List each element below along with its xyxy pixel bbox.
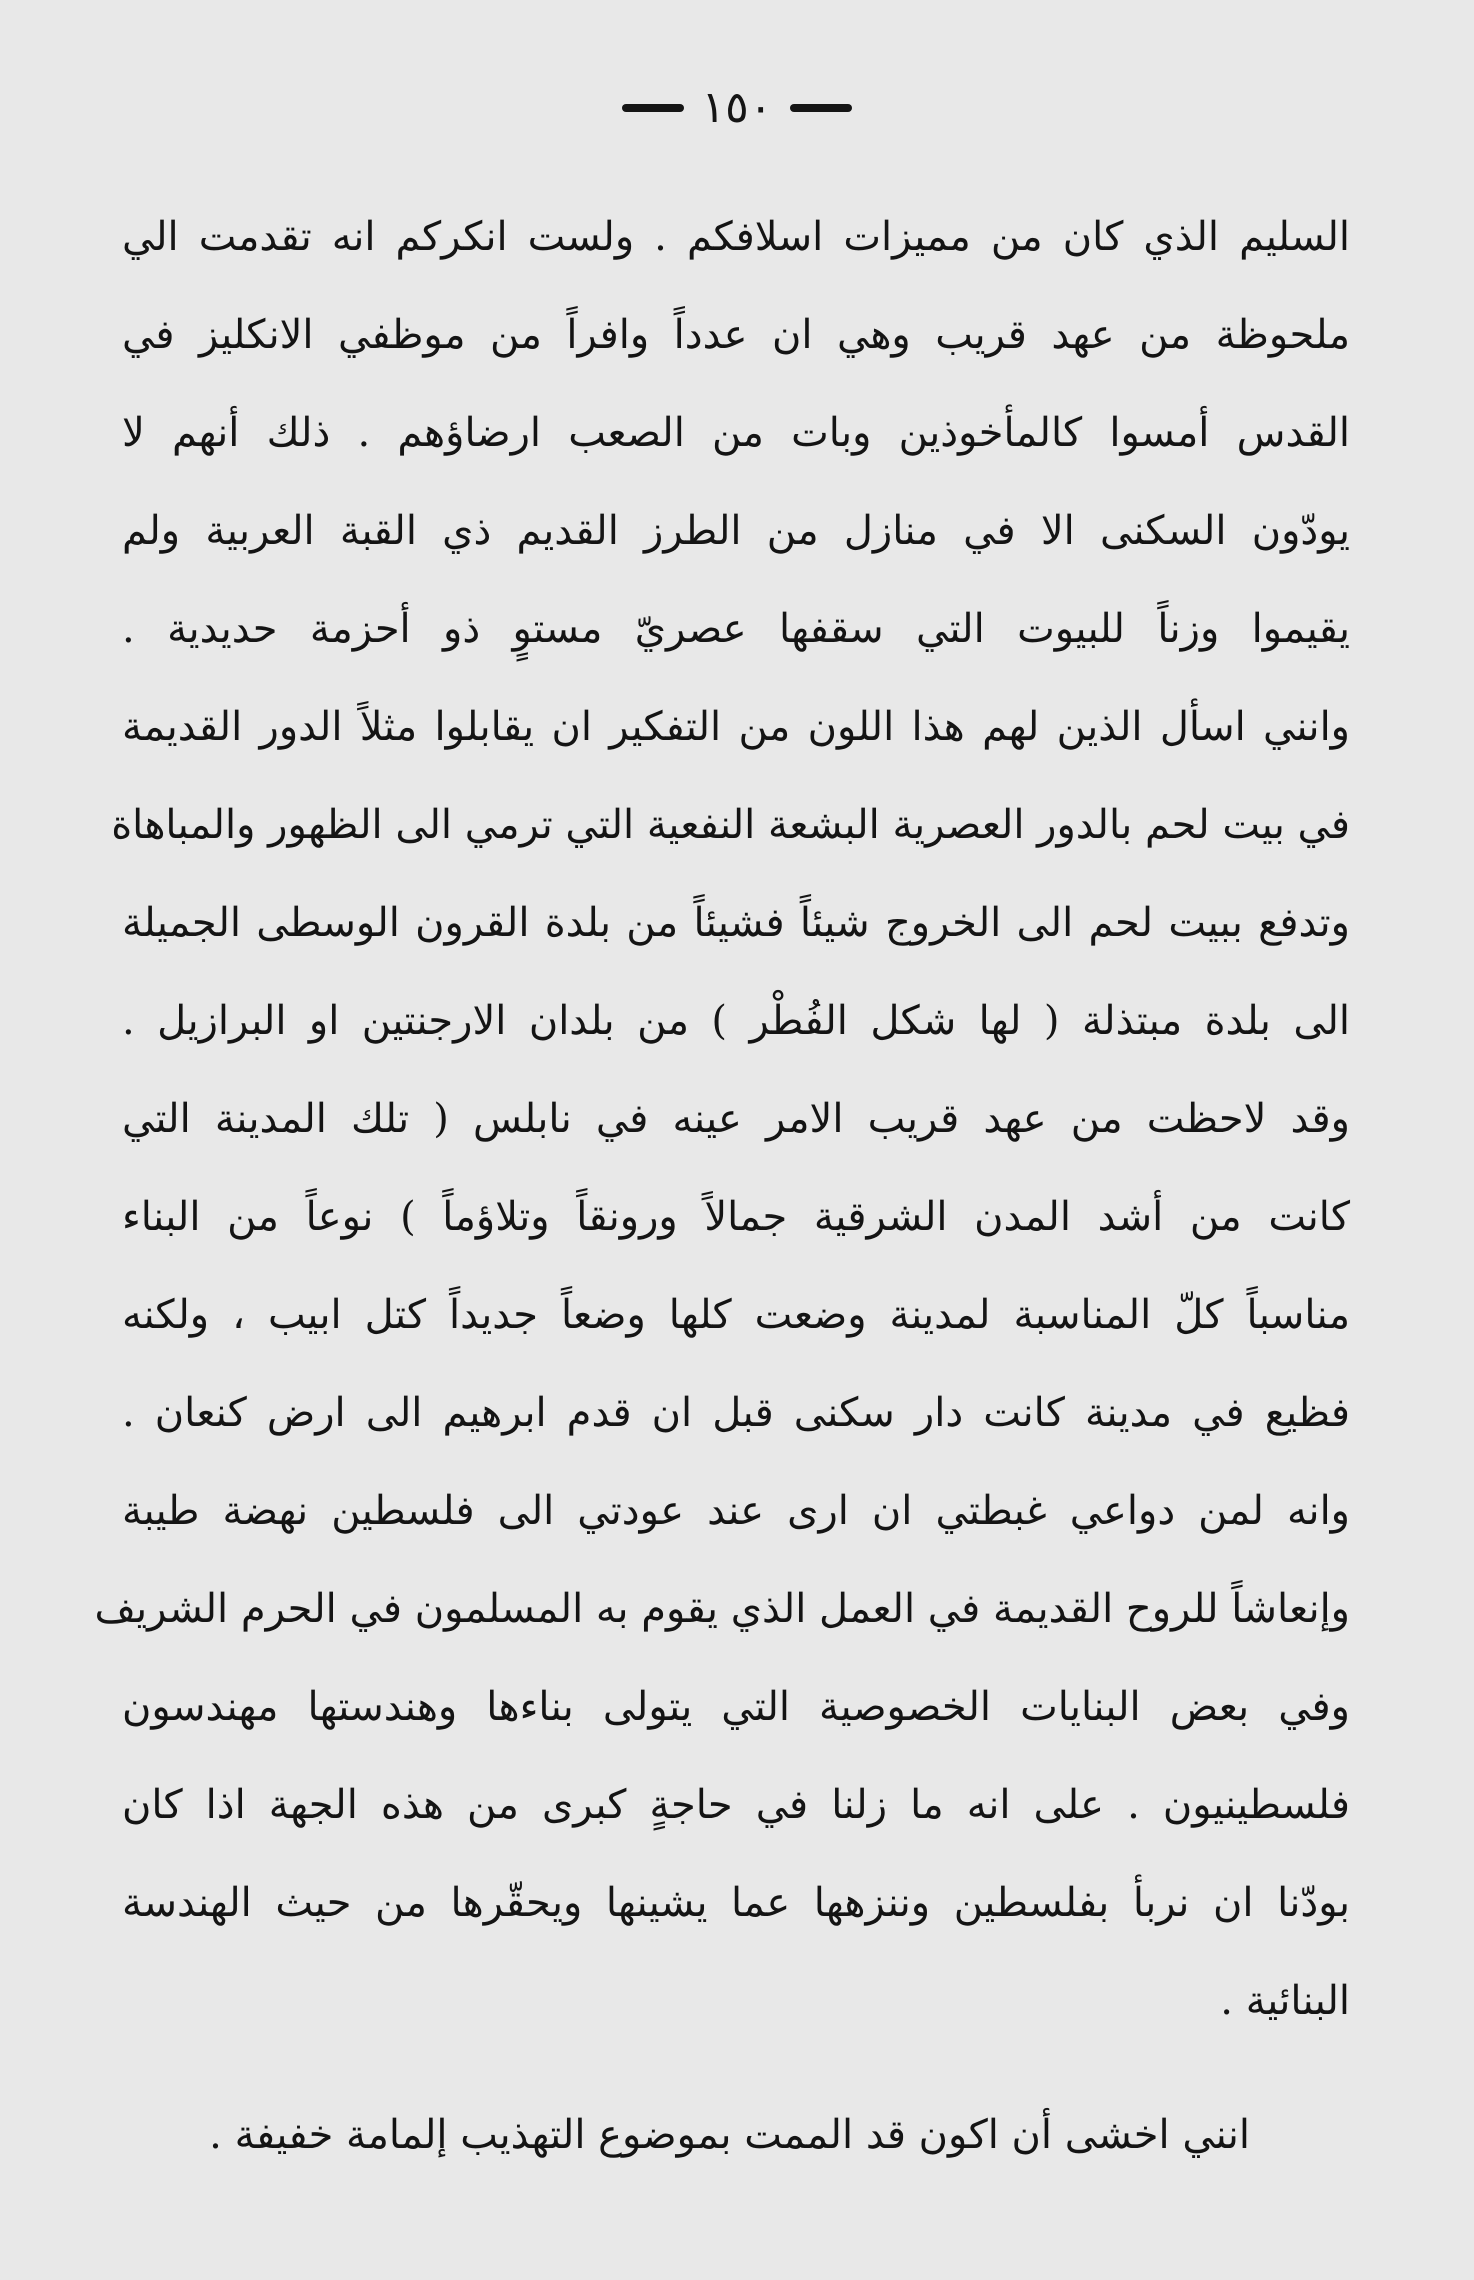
text-line-5: يقيموا وزناً للبيوت التي سقفها عصريّ مستوٍ ذو أحزمة حديدية . (122, 606, 1350, 652)
page-number: ١٥٠ (701, 82, 773, 133)
text-line-11: كانت من أشد المدن الشرقية جمالاً ورونقاً وتلاؤماً ) نوعاً من البناء (122, 1194, 1350, 1240)
text-line-6: وانني اسأل الذين لهم هذا اللون من التفكير ان يقابلوا مثلاً الدور القديمة (122, 704, 1350, 750)
text-line-12: مناسباً كلّ المناسبة لمدينة وضعت كلها وضعاً جديداً كتل ابيب ، ولكنه (122, 1292, 1350, 1338)
text-line-3: القدس أمسوا كالمأخوذين وبات من الصعب ارضاؤهم . ذلك أنهم لا (122, 410, 1350, 456)
text-line-18: بودّنا ان نربأ بفلسطين وننزهها عما يشينها ويحقّرها من حيث الهندسة (122, 1880, 1350, 1926)
header-right-rule (790, 104, 852, 112)
final-paragraph: انني اخشى أن اكون قد الممت بموضوع التهذيب إلمامة خفيفة . (209, 2112, 1250, 2158)
text-line-9: الى بلدة مبتذلة ( لها شكل الفُطْر ) من بلدان الارجنتين او البرازيل . (122, 998, 1350, 1044)
main-paragraph (94, 188, 1350, 2050)
text-line-7: في بيت لحم بالدور العصرية البشعة النفعية التي ترمي الى الظهور والمباهاة (111, 802, 1350, 848)
page-header (0, 78, 1474, 138)
header-left-rule (622, 104, 684, 112)
text-line-8: وتدفع ببيت لحم الى الخروج شيئاً فشيئاً من بلدة القرون الوسطى الجميلة (122, 900, 1350, 946)
text-line-15: وإنعاشاً للروح القديمة في العمل الذي يقوم به المسلمون في الحرم الشريف (94, 1586, 1350, 1632)
text-line-17: فلسطينيون . على انه ما زلنا في حاجةٍ كبرى من هذه الجهة اذا كان (122, 1782, 1350, 1828)
text-line-2: ملحوظة من عهد قريب وهي ان عدداً وافراً من موظفي الانكليز في (122, 312, 1350, 358)
text-line-4: يودّون السكنى الا في منازل من الطرز القديم ذي القبة العربية ولم (122, 508, 1350, 554)
text-line-19: البنائية . (1220, 1978, 1350, 2024)
text-line-16: وفي بعض البنايات الخصوصية التي يتولى بناءها وهندستها مهندسون (122, 1684, 1350, 1730)
text-line-1: السليم الذي كان من مميزات اسلافكم . ولست انكركم انه تقدمت الي (122, 214, 1350, 260)
text-line-14: وانه لمن دواعي غبطتي ان ارى عند عودتي الى فلسطين نهضة طيبة (122, 1488, 1350, 1534)
text-line-10: وقد لاحظت من عهد قريب الامر عينه في نابلس ( تلك المدينة التي (122, 1096, 1350, 1142)
text-line-13: فظيع في مدينة كانت دار سكنى قبل ان قدم ابرهيم الى ارض كنعان . (122, 1390, 1350, 1436)
